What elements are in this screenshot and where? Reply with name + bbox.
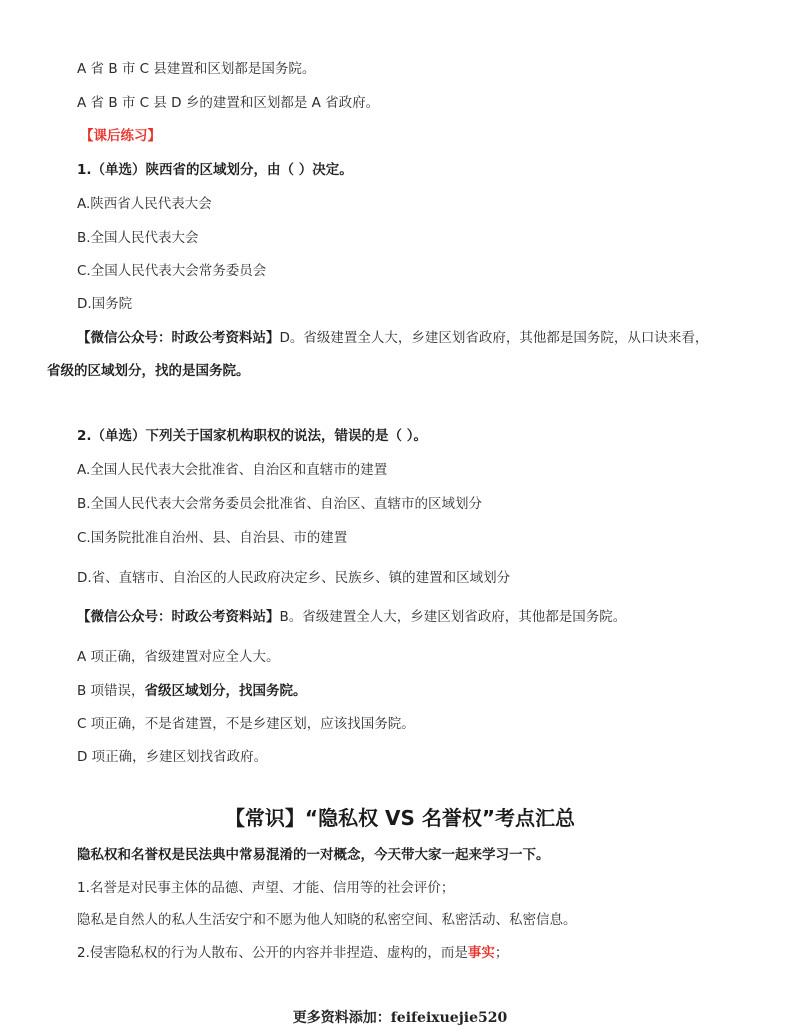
answer-tag: 【微信公众号：时政公考资料站】 (77, 330, 280, 346)
option: A.全国人民代表大会批准省、自治区和直辖市的建置 (77, 462, 388, 478)
explanation-line: A 项正确，省级建置对应全人大。 (77, 649, 280, 665)
answer-line (77, 608, 626, 626)
highlight-text: 事实 (467, 945, 495, 961)
option: C.全国人民代表大会常务委员会 (77, 263, 267, 279)
option: D.国务院 (77, 296, 133, 312)
answer-line (77, 329, 708, 347)
answer-text: B。省级建置全人大，乡建区划省政府，其他都是国务院。 (279, 609, 627, 625)
explanation-prefix: B 项错误， (77, 683, 145, 699)
option: A.陕西省人民代表大会 (77, 196, 212, 212)
footer-note: 更多资料添加：feifeixuejie520 (292, 1010, 508, 1026)
paragraph: 隐私是自然人的私人生活安宁和不愿为他人知晓的私密空间、私密活动、私密信息。 (77, 912, 577, 928)
option: D.省、直辖市、自治区的人民政府决定乡、民族乡、镇的建置和区域划分 (77, 570, 511, 586)
paragraph-text: 2.侵害隐私权的行为人散布、公开的内容并非捏造、虚构的，而是 (77, 945, 468, 961)
answer-continuation: 省级的区域划分，找的是国务院。 (47, 363, 250, 379)
section-intro: 隐私权和名誉权是民法典中常易混淆的一对概念，今天带大家一起来学习一下。 (77, 847, 550, 863)
section-title: 【常识】“隐私权 VS 名誉权”考点汇总 (224, 806, 576, 830)
answer-text: D。省级建置全人大，乡建区划省政府，其他都是国务院，从口诀来看， (279, 330, 709, 346)
option: B.全国人民代表大会常务委员会批准省、自治区、直辖市的区域划分 (77, 496, 483, 512)
question-stem: 1.（单选）陕西省的区域划分，由（ ）决定。 (77, 162, 353, 178)
explanation-line (77, 682, 307, 700)
text-line: A 省 B 市 C 县 D 乡的建置和区划都是 A 省政府。 (77, 95, 380, 111)
paragraph: 1.名誉是对民事主体的品德、声望、才能、信用等的社会评价； (77, 880, 455, 896)
exercise-header: 【课后练习】 (80, 128, 161, 144)
paragraph-end: ； (494, 945, 509, 961)
explanation-line: C 项正确，不是省建置，不是乡建区划，应该找国务院。 (77, 716, 415, 732)
answer-tag: 【微信公众号：时政公考资料站】 (77, 609, 280, 625)
explanation-bold: 省级区域划分，找国务院。 (144, 683, 307, 699)
question-stem: 2.（单选）下列关于国家机构职权的说法，错误的是（ ）。 (77, 428, 427, 444)
explanation-line: D 项正确，乡建区划找省政府。 (77, 749, 268, 765)
option: C.国务院批准自治州、县、自治县、市的建置 (77, 530, 348, 546)
paragraph (77, 944, 508, 962)
text-line: A 省 B 市 C 县建置和区划都是国务院。 (77, 61, 316, 77)
option: B.全国人民代表大会 (77, 230, 199, 246)
